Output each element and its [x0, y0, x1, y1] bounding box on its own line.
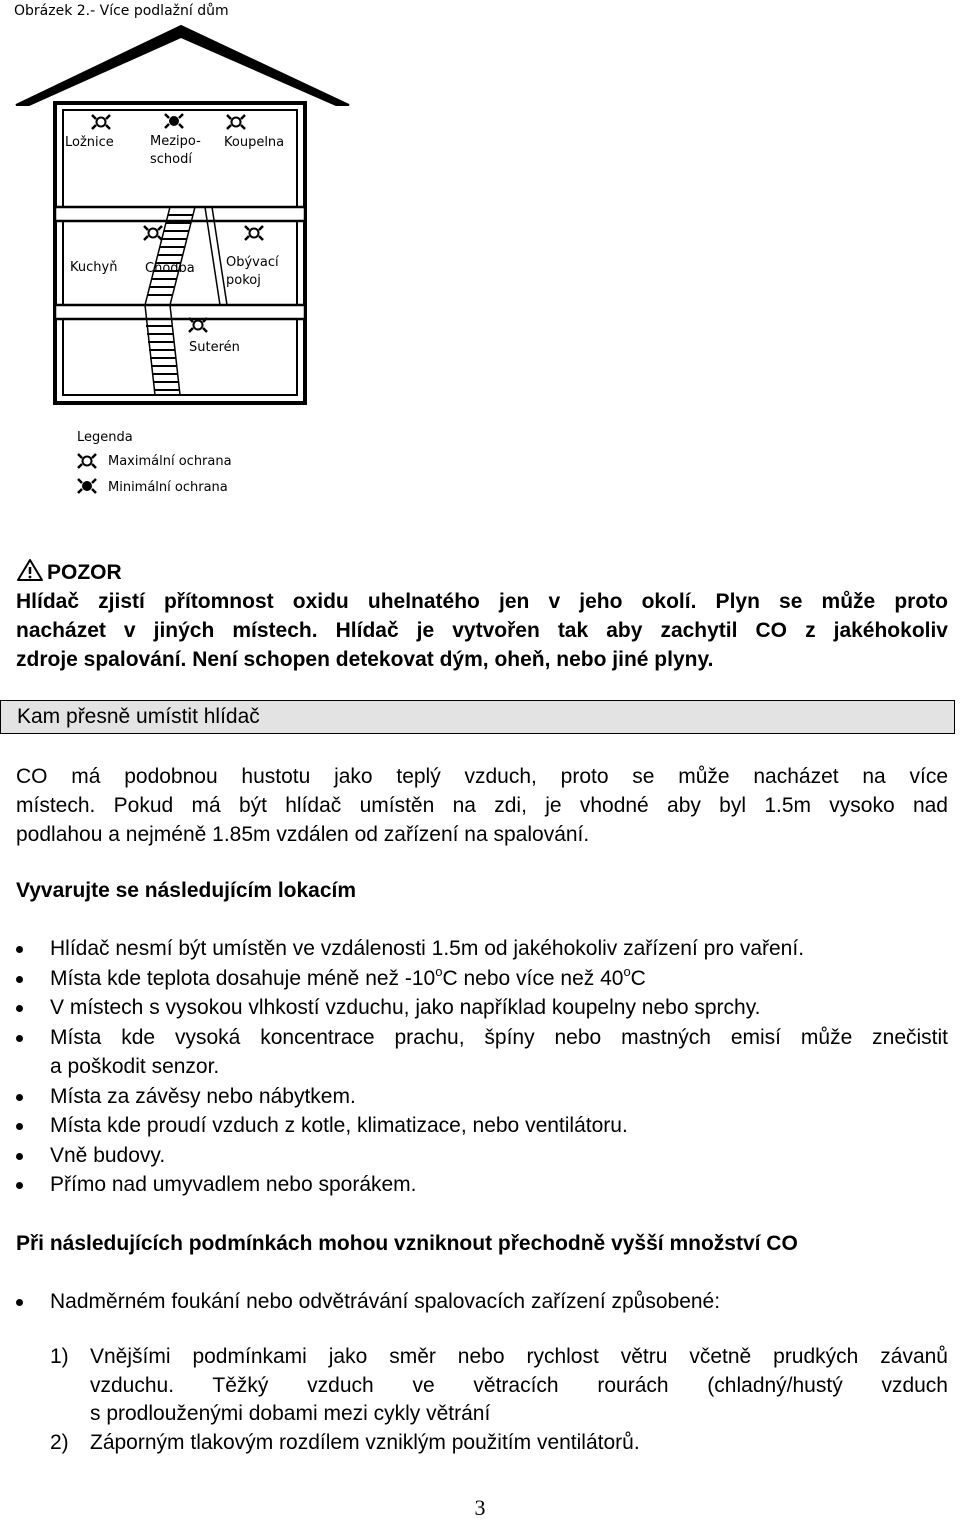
room-label-suteren: Suterén	[189, 340, 240, 355]
list-item: Místa kde teplota dosahuje méně než -10$^o$C nebo více než 40$^o$C	[16, 964, 948, 994]
list-item: V místech s vysokou vlhkostí vzduchu, jako například koupelny nebo sprchy.	[16, 993, 948, 1023]
detector-max-icon	[189, 318, 207, 332]
warning-text	[16, 587, 948, 674]
room-label-loznice: Ložnice	[65, 135, 114, 150]
house-diagram	[0, 0, 360, 410]
numbered-item-2: 2) Záporným tlakovým rozdílem vzniklým použitím ventilátorů.	[50, 1430, 640, 1454]
room-label-kuchyn: Kuchyň	[70, 260, 118, 275]
list-item: Přímo nad umyvadlem nebo sporákem.	[16, 1170, 948, 1200]
list-item: Hlídač nesmí být umístěn ve vzdálenosti 1.5m od jakéhokoliv zařízení pro vaření.	[16, 934, 948, 964]
legend-max-label: Maximální ochrana	[108, 454, 232, 469]
avoid-heading: Vyvarujte se následujícím lokacím	[16, 879, 357, 902]
list-item: Místa kde vysoká koncentrace prachu, špíny nebo mastných emisí může znečistit a poškodit senzor.	[16, 1023, 948, 1082]
placement-line: CO má podobnou hustotu jako teplý vzduch, proto se může nacházet na více	[16, 765, 948, 788]
detector-max-icon	[245, 226, 263, 240]
warning-line: zdroje spalování. Není schopen detekovat dým, oheň, nebo jiné plyny.	[16, 648, 714, 671]
detector-max-icon	[144, 226, 162, 240]
numbered-item-1: 1) Vnějšími podmínkami jako směr nebo rychlost větru včetně prudkých závanů vzduchu. Těžký vzduch ve větracích rourách (chladný/hustý vzduch s prodlouženými dobami mezi cykly větrání	[50, 1345, 948, 1425]
legend-icons	[70, 448, 110, 498]
list-item: Místa za závěsy nebo nábytkem.	[16, 1082, 948, 1112]
warning-title: POZOR	[47, 561, 122, 584]
room-label-obyvaci: Obývací	[226, 255, 279, 270]
room-label-koupelna: Koupelna	[224, 135, 285, 150]
warning-line: nacházet v jiných místech. Hlídač je vytvořen tak aby zachytil CO z jakéhokoliv	[16, 619, 948, 642]
warning-triangle-icon	[16, 558, 44, 582]
conditions-heading: Při následujících podmínkách mohou vzniknout přechodně vyšší množství CO	[16, 1232, 798, 1255]
placement-text	[16, 762, 948, 849]
legend-title: Legenda	[77, 430, 133, 445]
list-item: Vně budovy.	[16, 1141, 948, 1171]
avoid-list	[16, 934, 948, 1200]
figure-caption: Obrázek 2.- Více podlažní dům	[14, 3, 229, 19]
conditions-numbered	[16, 1343, 948, 1457]
floor-slab-2	[55, 305, 305, 319]
warning-line: Hlídač zjistí přítomnost oxidu uhelnatého jen v jeho okolí. Plyn se může proto	[16, 590, 948, 613]
room-label-pokoj: pokoj	[226, 273, 261, 288]
placement-line: místech. Pokud má být hlídač umístěn na zdi, je vhodné aby byl 1.5m vysoko nad	[16, 794, 948, 817]
page-number: 3	[474, 1495, 486, 1520]
list-item: Nadměrném foukání nebo odvětrávání spalovacích zařízení způsobené:	[16, 1287, 948, 1317]
detector-min-icon	[165, 114, 183, 128]
detector-max-icon	[92, 115, 110, 129]
list-item: Místa kde proudí vzduch z kotle, klimatizace, nebo ventilátoru.	[16, 1111, 948, 1141]
room-label-mezipo: Mezipo-	[150, 134, 201, 149]
room-label-schodi: schodí	[150, 152, 192, 167]
placement-heading: Kam přesně umístit hlídač	[0, 700, 955, 734]
roof	[16, 26, 349, 105]
legend-min-label: Minimální ochrana	[108, 480, 228, 495]
room-label-chodba: Chodba	[145, 261, 195, 276]
conditions-list	[16, 1287, 948, 1317]
placement-line: podlahou a nejméně 1.85m vzdálen od zařízení na spalování.	[16, 823, 590, 846]
detector-max-icon	[227, 115, 245, 129]
